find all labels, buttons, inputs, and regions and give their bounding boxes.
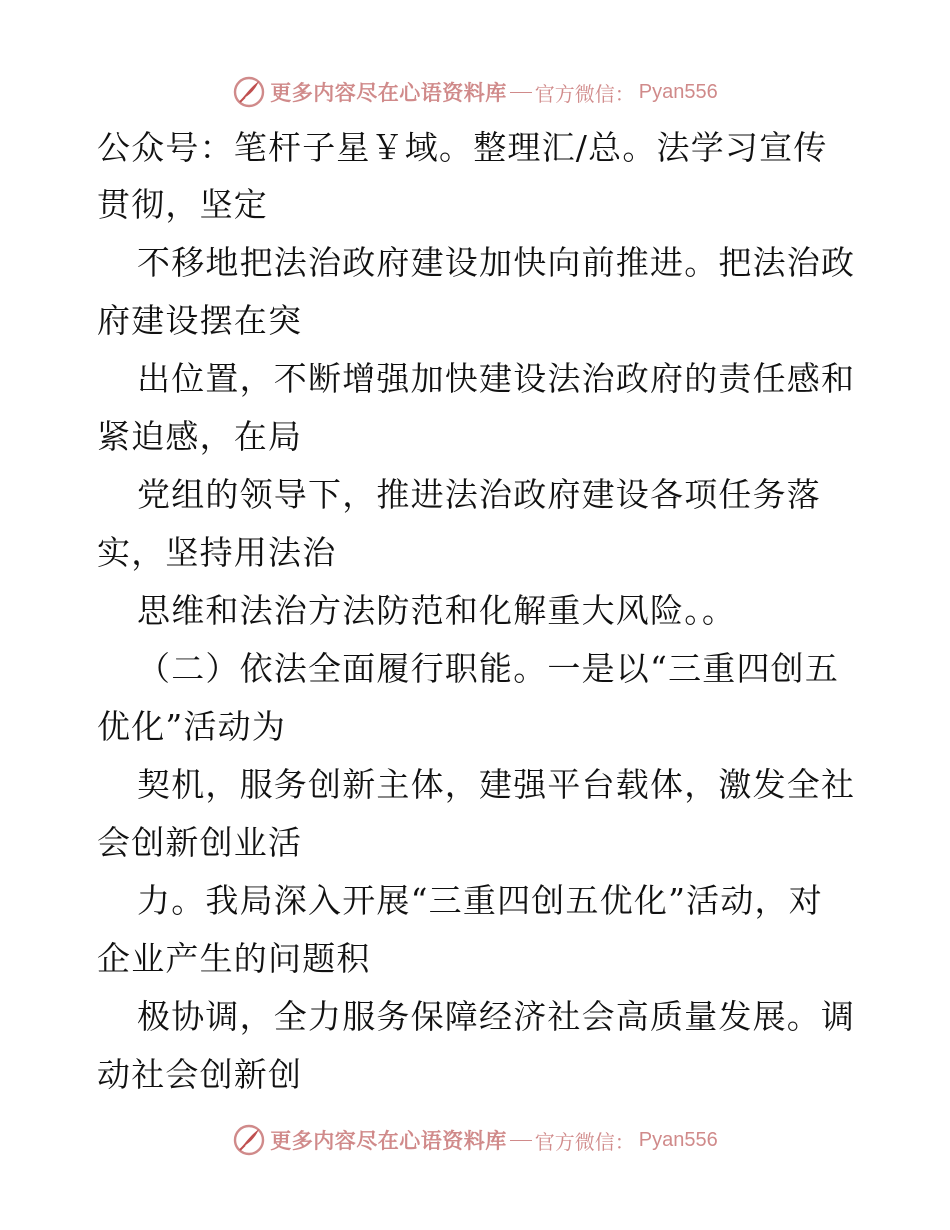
body-line: 优化”活动为 <box>97 707 287 746</box>
body-line: 实，坚持用法治 <box>97 533 337 572</box>
body-line: 党组的领导下，推进法治政府建设各项任务落 <box>137 475 821 514</box>
body-line: 出位置，不断增强加快建设法治政府的责任感和 <box>137 359 856 398</box>
body-line: 紧迫感，在局 <box>97 417 303 456</box>
body-line: 思维和法治方法防范和化解重大风险。。 <box>137 591 737 630</box>
body-line: 力。我局深入开展“三重四创五优化”活动，对 <box>137 881 823 920</box>
banner-dash-divider <box>510 1140 532 1141</box>
banner-dash-divider <box>510 92 532 93</box>
body-line: 契机，服务创新主体，建强平台载体，激发全社 <box>137 765 856 804</box>
banner-wechat-label: 官方微信： <box>534 1129 635 1154</box>
feather-pen-circle-icon <box>232 75 266 109</box>
banner-brand-text: 更多内容尽在心语资料库 <box>270 80 507 105</box>
body-line: 贯彻，坚定 <box>97 185 268 224</box>
body-line: 府建设摆在突 <box>97 301 303 340</box>
body-line: 公众号：笔杆子星￥域。整理汇/总。法学习宣传 <box>97 128 828 167</box>
banner-wechat-id: Pyan556 <box>638 80 718 103</box>
body-line: 动社会创新创 <box>97 1055 303 1094</box>
feather-pen-circle-icon <box>232 1123 266 1157</box>
body-line: （二）依法全面履行职能。一是以“三重四创五 <box>137 649 840 688</box>
banner-brand-text: 更多内容尽在心语资料库 <box>270 1128 507 1153</box>
banner-wechat-id: Pyan556 <box>638 1128 718 1151</box>
body-line: 会创新创业活 <box>97 823 303 862</box>
header-watermark-banner <box>0 72 950 112</box>
body-line: 不移地把法治政府建设加快向前推进。把法治政 <box>137 243 856 282</box>
body-line: 企业产生的问题积 <box>97 939 371 978</box>
body-line: 极协调，全力服务保障经济社会高质量发展。调 <box>137 997 856 1036</box>
footer-watermark-banner <box>0 1120 950 1160</box>
banner-wechat-label: 官方微信： <box>534 81 635 106</box>
